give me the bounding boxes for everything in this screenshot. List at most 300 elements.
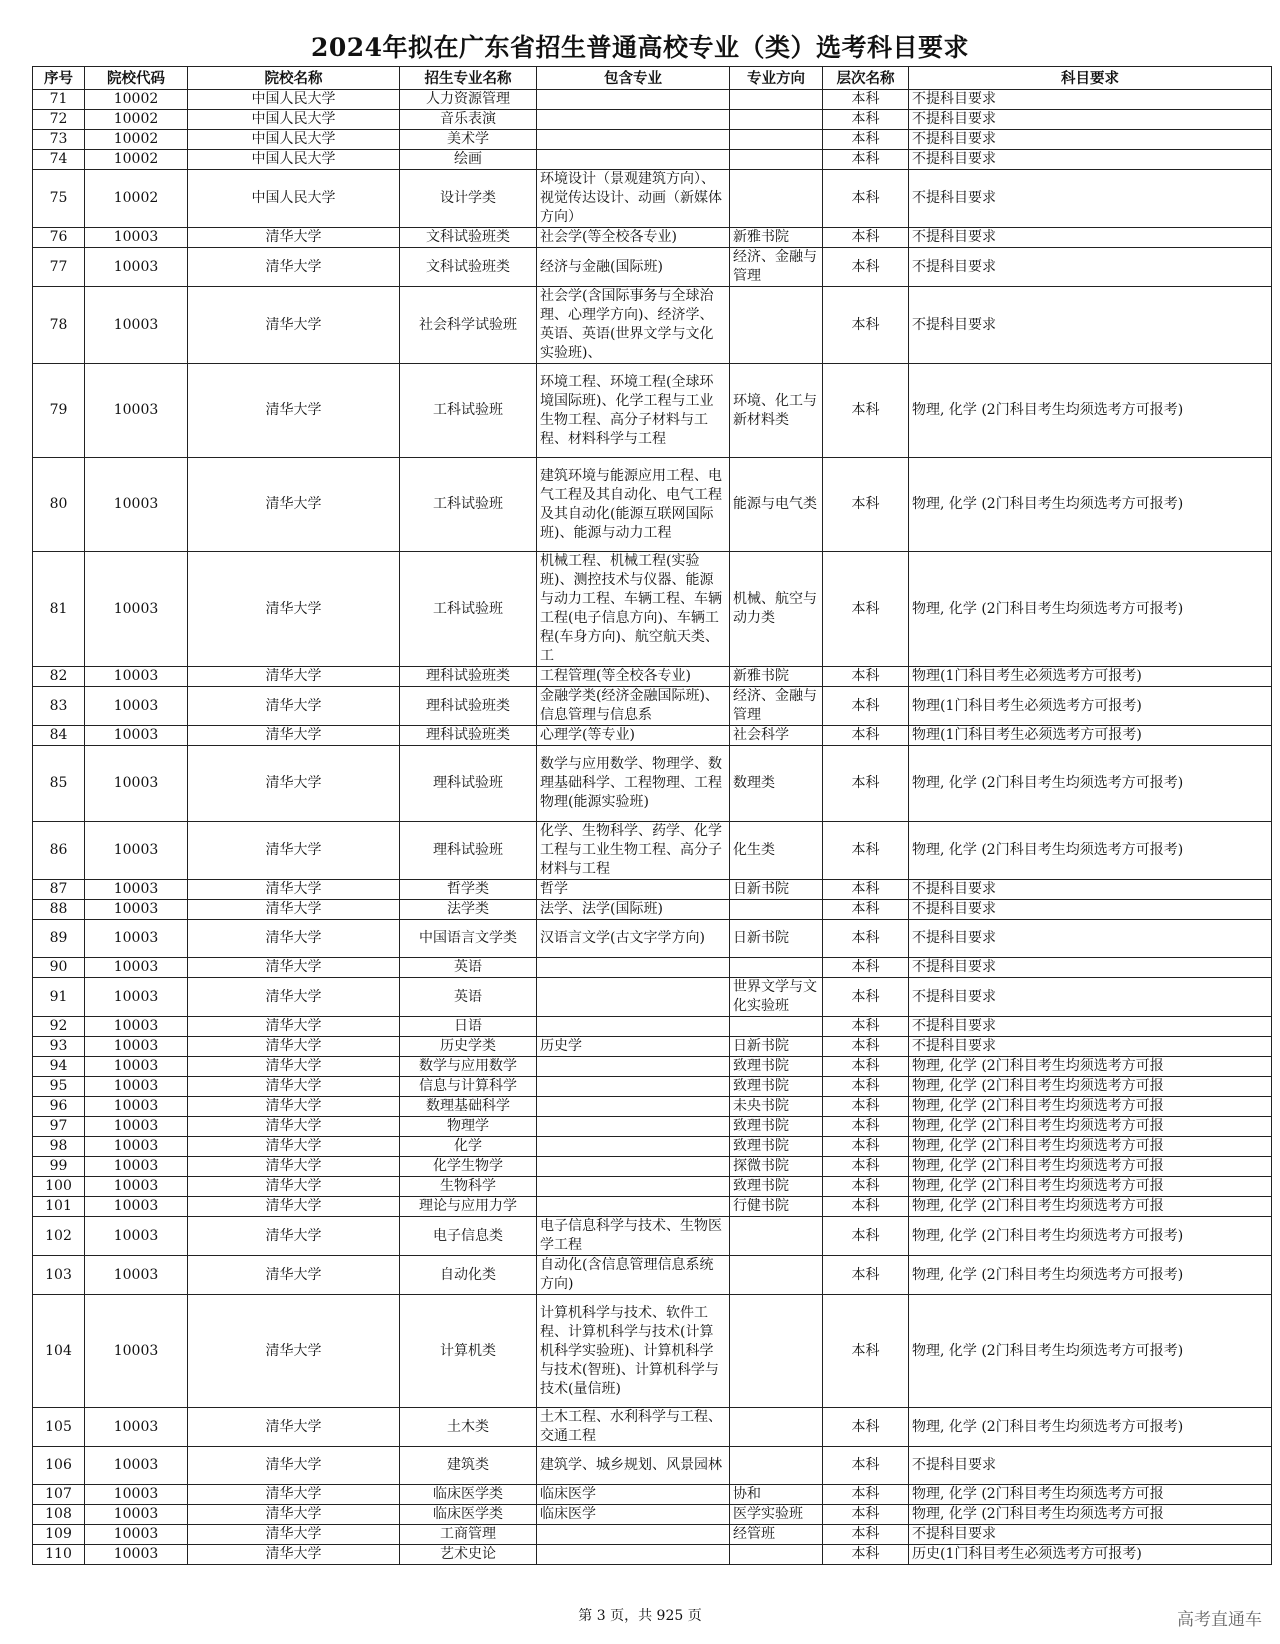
cell-school-name: 清华大学	[188, 1097, 400, 1117]
cell-subject-requirement: 不提科目要求	[909, 248, 1272, 287]
cell-direction: 探微书院	[730, 1157, 823, 1177]
cell-school-code: 10002	[85, 110, 188, 130]
cell-seq: 106	[33, 1447, 85, 1485]
cell-seq: 98	[33, 1137, 85, 1157]
table-row	[33, 1505, 1272, 1525]
cell-included-majors	[537, 150, 730, 170]
cell-school-code: 10003	[85, 1117, 188, 1137]
cell-direction: 致理书院	[730, 1137, 823, 1157]
cell-seq: 84	[33, 726, 85, 746]
cell-level: 本科	[823, 1177, 909, 1197]
cell-major-name: 临床医学类	[400, 1485, 537, 1505]
cell-level: 本科	[823, 920, 909, 958]
cell-subject-requirement: 物理, 化学 (2门科目考生均须选考方可报	[909, 1485, 1272, 1505]
table-row	[33, 458, 1272, 552]
cell-school-name: 中国人民大学	[188, 130, 400, 150]
cell-included-majors: 心理学(等专业)	[537, 726, 730, 746]
cell-direction: 经管班	[730, 1525, 823, 1545]
cell-school-name: 清华大学	[188, 1545, 400, 1565]
cell-major-name: 计算机类	[400, 1295, 537, 1408]
cell-major-name: 化学	[400, 1137, 537, 1157]
cell-school-name: 中国人民大学	[188, 90, 400, 110]
cell-direction: 致理书院	[730, 1077, 823, 1097]
cell-direction	[730, 130, 823, 150]
cell-major-name: 英语	[400, 958, 537, 978]
cell-school-code: 10003	[85, 1037, 188, 1057]
cell-subject-requirement: 物理, 化学 (2门科目考生均须选考方可报考)	[909, 1256, 1272, 1295]
cell-subject-requirement: 不提科目要求	[909, 978, 1272, 1017]
cell-level: 本科	[823, 1447, 909, 1485]
cell-included-majors: 数学与应用数学、物理学、数理基础科学、工程物理、工程物理(能源实验班)	[537, 746, 730, 822]
cell-school-code: 10003	[85, 900, 188, 920]
cell-major-name: 人力资源管理	[400, 90, 537, 110]
cell-level: 本科	[823, 1077, 909, 1097]
table-row	[33, 1137, 1272, 1157]
cell-included-majors	[537, 110, 730, 130]
cell-level: 本科	[823, 228, 909, 248]
cell-direction: 新雅书院	[730, 228, 823, 248]
cell-major-name: 英语	[400, 978, 537, 1017]
cell-subject-requirement: 不提科目要求	[909, 1525, 1272, 1545]
cell-included-majors: 计算机科学与技术、软件工程、计算机科学与技术(计算机科学实验班)、计算机科学与技术(智班)、计算机科学与技术(量信班)	[537, 1295, 730, 1408]
cell-level: 本科	[823, 287, 909, 364]
cell-seq: 101	[33, 1197, 85, 1217]
cell-level: 本科	[823, 1525, 909, 1545]
cell-direction	[730, 1545, 823, 1565]
cell-level: 本科	[823, 248, 909, 287]
cell-school-name: 清华大学	[188, 228, 400, 248]
cell-level: 本科	[823, 667, 909, 687]
table-row	[33, 170, 1272, 228]
cell-included-majors	[537, 1017, 730, 1037]
header-major-name: 招生专业名称	[400, 67, 537, 90]
cell-seq: 103	[33, 1256, 85, 1295]
cell-school-code: 10003	[85, 1157, 188, 1177]
cell-school-name: 清华大学	[188, 1197, 400, 1217]
cell-school-name: 清华大学	[188, 248, 400, 287]
cell-level: 本科	[823, 880, 909, 900]
cell-subject-requirement: 不提科目要求	[909, 130, 1272, 150]
cell-major-name: 建筑类	[400, 1447, 537, 1485]
cell-seq: 91	[33, 978, 85, 1017]
table-row	[33, 1295, 1272, 1408]
cell-included-majors: 电子信息科学与技术、生物医学工程	[537, 1217, 730, 1256]
cell-school-code: 10003	[85, 958, 188, 978]
cell-school-name: 清华大学	[188, 958, 400, 978]
cell-direction	[730, 958, 823, 978]
cell-seq: 99	[33, 1157, 85, 1177]
cell-subject-requirement: 物理(1门科目考生必须选考方可报考)	[909, 687, 1272, 726]
cell-school-name: 清华大学	[188, 1447, 400, 1485]
cell-subject-requirement: 不提科目要求	[909, 1017, 1272, 1037]
cell-included-majors: 汉语言文学(古文字学方向)	[537, 920, 730, 958]
cell-school-name: 清华大学	[188, 1117, 400, 1137]
cell-direction: 数理类	[730, 746, 823, 822]
cell-level: 本科	[823, 1295, 909, 1408]
cell-subject-requirement: 物理, 化学 (2门科目考生均须选考方可报	[909, 1197, 1272, 1217]
cell-included-majors	[537, 1197, 730, 1217]
cell-included-majors: 临床医学	[537, 1505, 730, 1525]
cell-included-majors	[537, 1177, 730, 1197]
cell-level: 本科	[823, 364, 909, 458]
cell-seq: 81	[33, 552, 85, 667]
cell-subject-requirement: 物理, 化学 (2门科目考生均须选考方可报	[909, 1117, 1272, 1137]
cell-school-name: 清华大学	[188, 1157, 400, 1177]
cell-school-code: 10003	[85, 287, 188, 364]
cell-direction: 新雅书院	[730, 667, 823, 687]
cell-major-name: 工商管理	[400, 1525, 537, 1545]
cell-direction	[730, 90, 823, 110]
cell-school-code: 10002	[85, 150, 188, 170]
cell-level: 本科	[823, 1097, 909, 1117]
cell-included-majors	[537, 1097, 730, 1117]
table-body	[33, 90, 1272, 1565]
cell-seq: 109	[33, 1525, 85, 1545]
cell-major-name: 工科试验班	[400, 458, 537, 552]
cell-school-name: 清华大学	[188, 746, 400, 822]
cell-school-code: 10003	[85, 458, 188, 552]
cell-seq: 107	[33, 1485, 85, 1505]
cell-included-majors: 环境工程、环境工程(全球环境国际班)、化学工程与工业生物工程、高分子材料与工程、材料科学与工程	[537, 364, 730, 458]
cell-major-name: 工科试验班	[400, 364, 537, 458]
header-school-code: 院校代码	[85, 67, 188, 90]
cell-included-majors	[537, 978, 730, 1017]
cell-direction	[730, 1017, 823, 1037]
cell-direction	[730, 170, 823, 228]
cell-level: 本科	[823, 726, 909, 746]
table-row	[33, 1157, 1272, 1177]
table-row	[33, 1545, 1272, 1565]
cell-seq: 88	[33, 900, 85, 920]
cell-level: 本科	[823, 1157, 909, 1177]
cell-seq: 105	[33, 1408, 85, 1447]
cell-included-majors: 工程管理(等全校各专业)	[537, 667, 730, 687]
table-row	[33, 1197, 1272, 1217]
cell-direction: 行健书院	[730, 1197, 823, 1217]
cell-direction: 致理书院	[730, 1177, 823, 1197]
cell-school-code: 10003	[85, 1447, 188, 1485]
cell-subject-requirement: 不提科目要求	[909, 880, 1272, 900]
cell-direction	[730, 110, 823, 130]
cell-subject-requirement: 物理, 化学 (2门科目考生均须选考方可报考)	[909, 746, 1272, 822]
cell-seq: 93	[33, 1037, 85, 1057]
cell-subject-requirement: 不提科目要求	[909, 90, 1272, 110]
table-row	[33, 1408, 1272, 1447]
cell-school-name: 清华大学	[188, 1057, 400, 1077]
cell-school-code: 10003	[85, 1505, 188, 1525]
cell-level: 本科	[823, 958, 909, 978]
cell-school-code: 10003	[85, 822, 188, 880]
cell-seq: 82	[33, 667, 85, 687]
page-footer: 第 3 页，共 925 页	[578, 1608, 702, 1624]
cell-seq: 110	[33, 1545, 85, 1565]
table-row	[33, 958, 1272, 978]
cell-seq: 90	[33, 958, 85, 978]
table-row	[33, 1447, 1272, 1485]
cell-seq: 79	[33, 364, 85, 458]
header-level: 层次名称	[823, 67, 909, 90]
cell-direction: 协和	[730, 1485, 823, 1505]
cell-level: 本科	[823, 1217, 909, 1256]
cell-included-majors: 自动化(含信息管理信息系统方向)	[537, 1256, 730, 1295]
cell-subject-requirement: 不提科目要求	[909, 1037, 1272, 1057]
cell-major-name: 化学生物学	[400, 1157, 537, 1177]
cell-school-name: 清华大学	[188, 1505, 400, 1525]
cell-seq: 80	[33, 458, 85, 552]
cell-seq: 72	[33, 110, 85, 130]
cell-school-code: 10002	[85, 90, 188, 110]
table-row	[33, 150, 1272, 170]
cell-school-name: 清华大学	[188, 1137, 400, 1157]
cell-major-name: 信息与计算科学	[400, 1077, 537, 1097]
cell-direction: 环境、化工与新材料类	[730, 364, 823, 458]
cell-level: 本科	[823, 458, 909, 552]
header-included-majors: 包含专业	[537, 67, 730, 90]
table-row	[33, 130, 1272, 150]
cell-seq: 100	[33, 1177, 85, 1197]
cell-seq: 78	[33, 287, 85, 364]
cell-included-majors	[537, 1137, 730, 1157]
cell-school-name: 清华大学	[188, 1037, 400, 1057]
cell-included-majors	[537, 1545, 730, 1565]
cell-school-code: 10003	[85, 1545, 188, 1565]
table-row	[33, 228, 1272, 248]
cell-major-name: 历史学类	[400, 1037, 537, 1057]
cell-included-majors: 环境设计（景观建筑方向）、视觉传达设计、动画（新媒体方向）	[537, 170, 730, 228]
cell-level: 本科	[823, 1408, 909, 1447]
cell-level: 本科	[823, 687, 909, 726]
cell-seq: 71	[33, 90, 85, 110]
cell-school-code: 10003	[85, 1097, 188, 1117]
cell-school-code: 10003	[85, 1256, 188, 1295]
table-row	[33, 110, 1272, 130]
cell-included-majors	[537, 958, 730, 978]
cell-school-code: 10003	[85, 1177, 188, 1197]
cell-level: 本科	[823, 1037, 909, 1057]
cell-subject-requirement: 物理, 化学 (2门科目考生均须选考方可报考)	[909, 1408, 1272, 1447]
table-row	[33, 1057, 1272, 1077]
cell-direction: 经济、金融与管理	[730, 687, 823, 726]
cell-school-code: 10003	[85, 364, 188, 458]
cell-major-name: 理科试验班	[400, 822, 537, 880]
cell-level: 本科	[823, 552, 909, 667]
table-row	[33, 687, 1272, 726]
cell-included-majors: 法学、法学(国际班)	[537, 900, 730, 920]
cell-subject-requirement: 物理, 化学 (2门科目考生均须选考方可报考)	[909, 552, 1272, 667]
cell-school-name: 清华大学	[188, 726, 400, 746]
table-header-row	[33, 67, 1272, 90]
cell-school-name: 中国人民大学	[188, 110, 400, 130]
cell-subject-requirement: 物理(1门科目考生必须选考方可报考)	[909, 667, 1272, 687]
cell-major-name: 绘画	[400, 150, 537, 170]
cell-subject-requirement: 物理, 化学 (2门科目考生均须选考方可报考)	[909, 1295, 1272, 1408]
cell-major-name: 理论与应用力学	[400, 1197, 537, 1217]
cell-direction	[730, 1408, 823, 1447]
cell-seq: 108	[33, 1505, 85, 1525]
cell-direction: 经济、金融与管理	[730, 248, 823, 287]
cell-school-name: 清华大学	[188, 978, 400, 1017]
cell-subject-requirement: 不提科目要求	[909, 900, 1272, 920]
cell-school-code: 10002	[85, 170, 188, 228]
cell-direction	[730, 1256, 823, 1295]
cell-school-name: 清华大学	[188, 1177, 400, 1197]
cell-school-code: 10003	[85, 1137, 188, 1157]
cell-level: 本科	[823, 1117, 909, 1137]
cell-major-name: 临床医学类	[400, 1505, 537, 1525]
cell-direction	[730, 900, 823, 920]
cell-subject-requirement: 物理, 化学 (2门科目考生均须选考方可报考)	[909, 364, 1272, 458]
table-row	[33, 287, 1272, 364]
cell-direction: 日新书院	[730, 1037, 823, 1057]
cell-major-name: 数理基础科学	[400, 1097, 537, 1117]
cell-seq: 104	[33, 1295, 85, 1408]
cell-subject-requirement: 物理, 化学 (2门科目考生均须选考方可报	[909, 1177, 1272, 1197]
cell-seq: 102	[33, 1217, 85, 1256]
cell-major-name: 文科试验班类	[400, 248, 537, 287]
cell-direction: 世界文学与文化实验班	[730, 978, 823, 1017]
cell-major-name: 电子信息类	[400, 1217, 537, 1256]
cell-school-code: 10003	[85, 1525, 188, 1545]
cell-major-name: 哲学类	[400, 880, 537, 900]
table-row	[33, 880, 1272, 900]
cell-direction: 社会科学	[730, 726, 823, 746]
cell-major-name: 理科试验班类	[400, 687, 537, 726]
header-school-name: 院校名称	[188, 67, 400, 90]
cell-seq: 86	[33, 822, 85, 880]
page-title: 2024年拟在广东省招生普通高校专业（类）选考科目要求	[310, 33, 970, 62]
cell-subject-requirement: 物理, 化学 (2门科目考生均须选考方可报	[909, 1057, 1272, 1077]
table-row	[33, 1077, 1272, 1097]
cell-subject-requirement: 物理, 化学 (2门科目考生均须选考方可报	[909, 1077, 1272, 1097]
cell-included-majors: 化学、生物科学、药学、化学工程与工业生物工程、高分子材料与工程	[537, 822, 730, 880]
cell-direction	[730, 1295, 823, 1408]
cell-subject-requirement: 物理(1门科目考生必须选考方可报考)	[909, 726, 1272, 746]
cell-school-code: 10003	[85, 920, 188, 958]
cell-direction: 致理书院	[730, 1057, 823, 1077]
header-subject-requirement: 科目要求	[909, 67, 1272, 90]
cell-subject-requirement: 物理, 化学 (2门科目考生均须选考方可报考)	[909, 458, 1272, 552]
cell-school-code: 10003	[85, 1485, 188, 1505]
cell-school-code: 10003	[85, 726, 188, 746]
cell-school-name: 清华大学	[188, 552, 400, 667]
cell-subject-requirement: 不提科目要求	[909, 1447, 1272, 1485]
cell-subject-requirement: 物理, 化学 (2门科目考生均须选考方可报	[909, 1505, 1272, 1525]
cell-seq: 77	[33, 248, 85, 287]
cell-subject-requirement: 物理, 化学 (2门科目考生均须选考方可报	[909, 1157, 1272, 1177]
cell-school-name: 清华大学	[188, 1077, 400, 1097]
cell-included-majors: 社会学(等全校各专业)	[537, 228, 730, 248]
cell-school-name: 中国人民大学	[188, 170, 400, 228]
cell-school-code: 10003	[85, 978, 188, 1017]
cell-school-code: 10002	[85, 130, 188, 150]
cell-major-name: 美术学	[400, 130, 537, 150]
cell-level: 本科	[823, 90, 909, 110]
table-row	[33, 667, 1272, 687]
table-row	[33, 822, 1272, 880]
table-row	[33, 920, 1272, 958]
cell-subject-requirement: 物理, 化学 (2门科目考生均须选考方可报考)	[909, 822, 1272, 880]
cell-included-majors	[537, 1525, 730, 1545]
cell-direction	[730, 1217, 823, 1256]
header-direction: 专业方向	[730, 67, 823, 90]
cell-direction: 医学实验班	[730, 1505, 823, 1525]
cell-major-name: 文科试验班类	[400, 228, 537, 248]
cell-included-majors: 土木工程、水利科学与工程、交通工程	[537, 1408, 730, 1447]
watermark-logo: 高考直通车	[1177, 1610, 1262, 1630]
cell-school-name: 清华大学	[188, 822, 400, 880]
cell-included-majors	[537, 1057, 730, 1077]
table-row	[33, 1485, 1272, 1505]
cell-direction	[730, 287, 823, 364]
cell-included-majors: 临床医学	[537, 1485, 730, 1505]
cell-major-name: 土木类	[400, 1408, 537, 1447]
cell-level: 本科	[823, 150, 909, 170]
cell-seq: 87	[33, 880, 85, 900]
cell-direction: 未央书院	[730, 1097, 823, 1117]
cell-level: 本科	[823, 978, 909, 1017]
cell-major-name: 工科试验班	[400, 552, 537, 667]
cell-school-code: 10003	[85, 1217, 188, 1256]
cell-major-name: 理科试验班类	[400, 726, 537, 746]
cell-seq: 73	[33, 130, 85, 150]
cell-direction	[730, 1447, 823, 1485]
cell-school-name: 中国人民大学	[188, 150, 400, 170]
cell-school-name: 清华大学	[188, 458, 400, 552]
cell-school-code: 10003	[85, 746, 188, 822]
cell-school-name: 清华大学	[188, 364, 400, 458]
cell-major-name: 生物科学	[400, 1177, 537, 1197]
cell-level: 本科	[823, 1545, 909, 1565]
cell-major-name: 社会科学试验班	[400, 287, 537, 364]
cell-major-name: 中国语言文学类	[400, 920, 537, 958]
cell-included-majors	[537, 1117, 730, 1137]
table-row	[33, 364, 1272, 458]
cell-included-majors: 经济与金融(国际班)	[537, 248, 730, 287]
cell-school-code: 10003	[85, 687, 188, 726]
cell-major-name: 自动化类	[400, 1256, 537, 1295]
cell-seq: 89	[33, 920, 85, 958]
cell-school-code: 10003	[85, 248, 188, 287]
table-row	[33, 1217, 1272, 1256]
cell-direction: 日新书院	[730, 920, 823, 958]
cell-school-name: 清华大学	[188, 1217, 400, 1256]
cell-level: 本科	[823, 1057, 909, 1077]
cell-level: 本科	[823, 1197, 909, 1217]
cell-included-majors: 历史学	[537, 1037, 730, 1057]
cell-seq: 76	[33, 228, 85, 248]
cell-school-name: 清华大学	[188, 1525, 400, 1545]
cell-included-majors: 机械工程、机械工程(实验班)、测控技术与仪器、能源与动力工程、车辆工程、车辆工程(电子信息方向)、车辆工程(车身方向)、航空航天类、工	[537, 552, 730, 667]
cell-subject-requirement: 不提科目要求	[909, 920, 1272, 958]
table-row	[33, 248, 1272, 287]
cell-major-name: 艺术史论	[400, 1545, 537, 1565]
cell-included-majors	[537, 130, 730, 150]
cell-level: 本科	[823, 746, 909, 822]
cell-school-code: 10003	[85, 1077, 188, 1097]
table-row	[33, 746, 1272, 822]
cell-school-code: 10003	[85, 1197, 188, 1217]
cell-level: 本科	[823, 1485, 909, 1505]
cell-major-name: 法学类	[400, 900, 537, 920]
cell-school-name: 清华大学	[188, 1295, 400, 1408]
cell-school-name: 清华大学	[188, 920, 400, 958]
cell-level: 本科	[823, 900, 909, 920]
cell-seq: 85	[33, 746, 85, 822]
header-seq: 序号	[33, 67, 85, 90]
cell-subject-requirement: 物理, 化学 (2门科目考生均须选考方可报	[909, 1097, 1272, 1117]
cell-school-code: 10003	[85, 1017, 188, 1037]
cell-level: 本科	[823, 130, 909, 150]
